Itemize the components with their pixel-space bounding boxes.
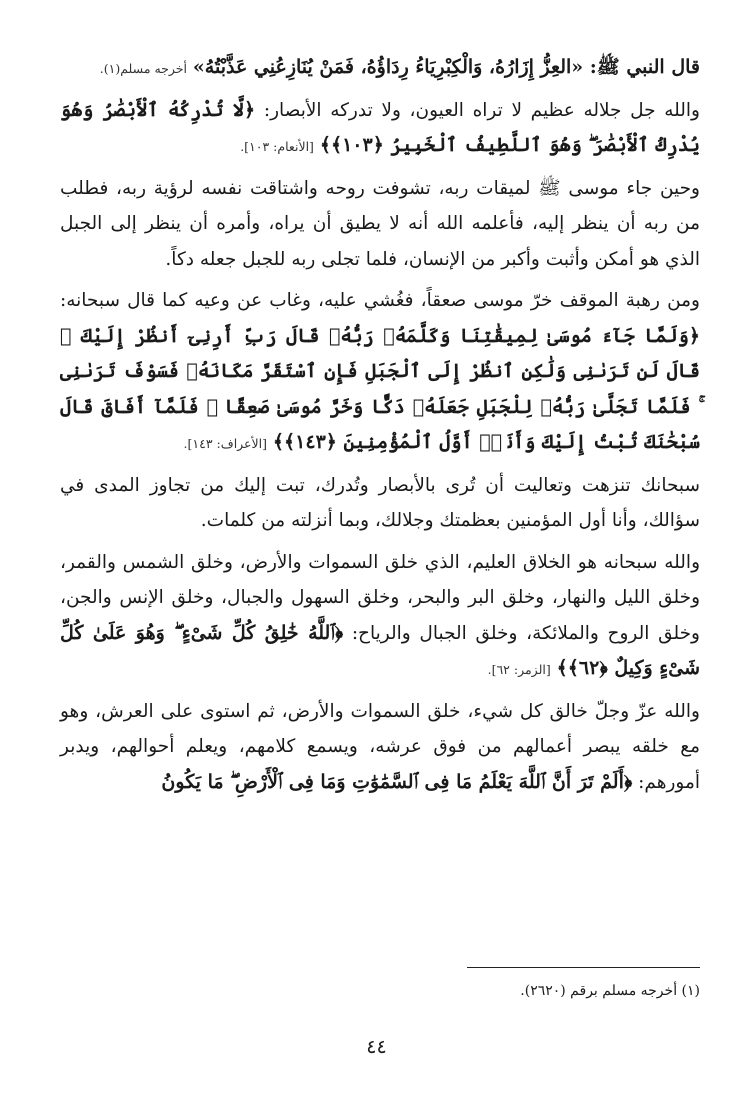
verse-reference: [الأعراف: ١٤٣]. (183, 436, 267, 451)
paragraph-throne (60, 694, 700, 801)
footnote-divider (467, 967, 700, 968)
paragraph-text: ومن رهبة الموقف خرّ موسى صعقاً، فغُشي عليه، وغاب عن وعيه كما قال سبحانه: (60, 290, 700, 311)
verse-reference: [الزمر: ٦٢]. (487, 662, 551, 677)
paragraph-text: وحين جاء موسى ﷺ لميقات ربه، تشوفت روحه واشتاقت نفسه لرؤية ربه، فطلب من ربه أن ينظر إليه، فأعلمه الله أنه لا يطيق أن يراه، وأمره أن ينظر إلى الجبل الذي هو أمكن وأثبت وأكبر من الإنسان، فلما تجلى ربه للجبل جعله دكاً. (60, 177, 700, 270)
page-body (60, 50, 700, 806)
hadith-text: قال النبي ﷺ: «العِزُّ إِزَارُهُ، وَالْكِبْرِيَاءُ رِدَاؤُهُ، فَمَنْ يُنَازِعُنِي عَذَّبْتُهُ» (192, 56, 700, 78)
quran-verse: ﴿لَّا تُدْرِكُهُ ٱلْأَبْصَٰرُ وَهُوَ يُدْرِكُ ٱلْأَبْصَٰرَ ۖ وَهُوَ ٱللَّطِيفُ ٱلْخَبِيرُ ﴿١٠٣﴾﴾ (60, 98, 700, 156)
paragraph-text: والله سبحانه هو الخلاق العليم، الذي خلق السموات والأرض، وخلق الشمس والقمر، وخلق الليل والنهار، وخلق البر والبحر، وخلق السهول والجبال، وخلق الإنس والجن، وخلق الروح والملائكة، وخلق الجبال والرياح: (60, 551, 700, 644)
verse-reference: [الأنعام: ١٠٣]. (240, 139, 314, 154)
quran-verse: ﴿وَلَمَّا جَآءَ مُوسَىٰ لِمِيقَٰتِنَا وَكَلَّمَهُۥ رَبُّهُۥ قَالَ رَبِّ أَرِنِىٓ أَنظُرْ إِلَيْكَ ۚ قَالَ لَن تَرَىٰنِى وَلَٰكِنِ ٱنظُرْ إِلَى ٱلْجَبَلِ فَإِنِ ٱسْتَقَرَّ مَكَانَهُۥ فَسَوْفَ تَرَىٰنِى ۚ فَلَمَّا تَجَلَّىٰ رَبُّهُۥ لِلْجَبَلِ جَعَلَهُۥ دَكًّا وَخَرَّ مُوسَىٰ صَعِقًا ۚ فَلَمَّآ أَفَاقَ قَالَ سُبْحَٰنَكَ تُبْتُ إِلَيْكَ وَأَنَا۠ أَوَّلُ ٱلْمُؤْمِنِينَ ﴿١٤٣﴾﴾ (60, 324, 700, 453)
paragraph-creator (60, 545, 700, 688)
paragraph-text: والله عزّ وجلّ خالق كل شيء، خلق السموات والأرض، ثم استوى على العرش، وهو مع خلقه يبصر أعمالهم من فوق عرشه، ويسمع كلامهم، ويعلم أحوالهم، ويدبر أمورهم: (60, 700, 700, 793)
paragraph-vision (60, 93, 700, 165)
paragraph-musa-swoon (60, 283, 700, 462)
paragraph-text: والله جل جلاله عظيم لا تراه العيون، ولا تدركه الأبصار: (263, 99, 700, 121)
paragraph-musa-request (60, 171, 700, 278)
page-number: ٤٤ (366, 1036, 387, 1058)
quran-verse: ﴿ٱللَّهُ خَٰلِقُ كُلِّ شَىْءٍ ۖ وَهُوَ عَلَىٰ كُلِّ شَىْءٍ وَكِيلٌ ﴿٦٢﴾﴾ (60, 621, 700, 679)
paragraph-text: سبحانك تنزهت وتعاليت أن تُرى بالأبصار وتُدرك، تبت إليك من تجاوز المدى في سؤالك، وأنا أول المؤمنين بعظمتك وجلالك، وبما أنزلته من كلمات. (60, 474, 700, 531)
paragraph-glorification (60, 468, 700, 539)
quran-verse: ﴿أَلَمْ تَرَ أَنَّ ٱللَّهَ يَعْلَمُ مَا فِى ٱلسَّمَٰوَٰتِ وَمَا فِى ٱلْأَرْضِ ۖ مَا يَكُونُ (161, 770, 633, 793)
hadith-source: أخرجه مسلم(١). (99, 61, 188, 76)
footnote: (١) أخرجه مسلم برقم (٢٦٢٠). (520, 983, 700, 999)
paragraph-hadith-pride (60, 50, 700, 87)
